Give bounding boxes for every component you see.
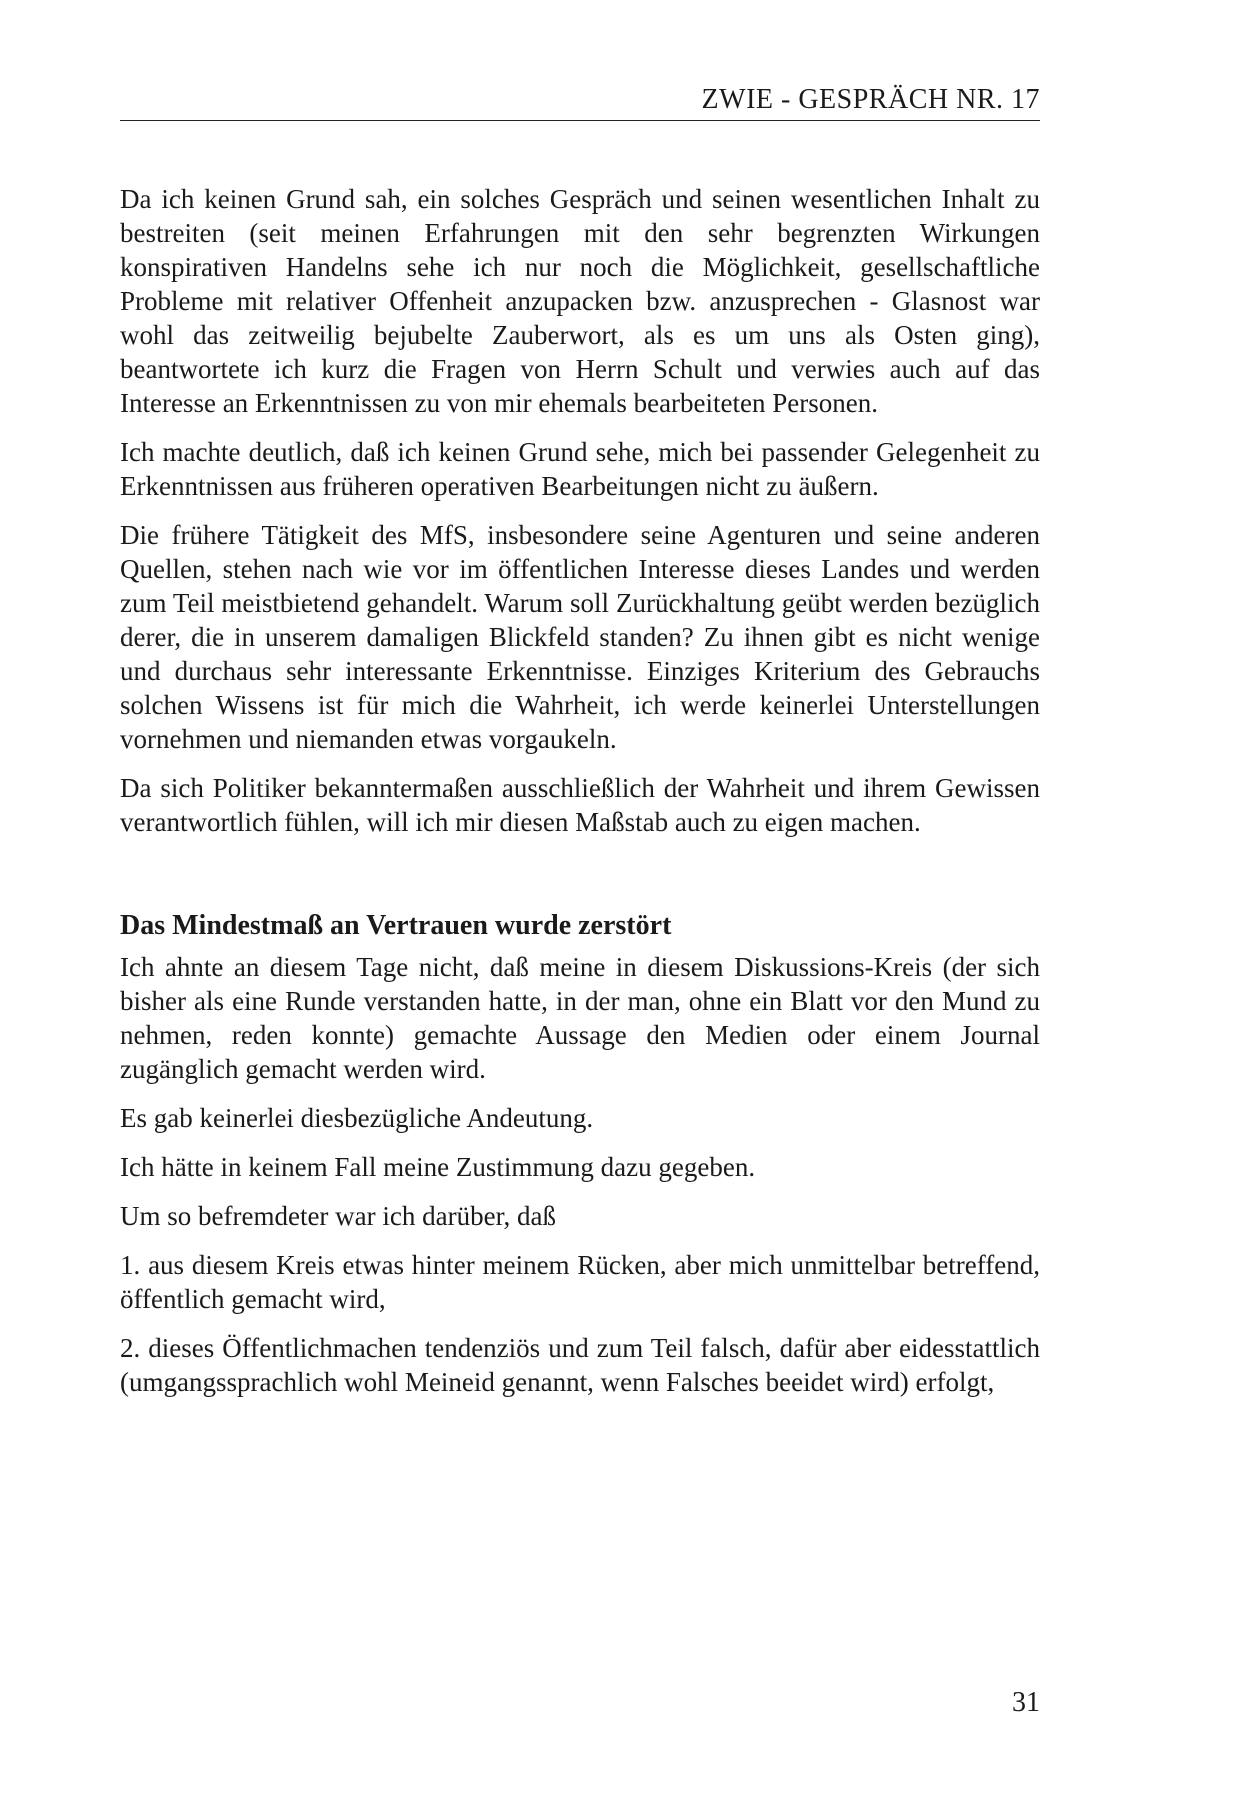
- section-heading: Das Mindestmaß an Vertrauen wurde zerstört: [120, 910, 672, 941]
- paragraph: Da ich keinen Grund sah, ein solches Gespräch und seinen wesentlichen Inhalt zu bestreiten (seit meinen Erfahrungen mit den sehr begrenzten Wirkungen konspirativen Handelns sehe ich nur noch die Möglichkeit, gesellschaftliche Probleme mit relativer Offenheit anzupacken bzw. anzusprechen - Glasnost war wohl das zeitweilig bejubelte Zauberwort, als es um uns als Osten ging), beantwortete ich kurz die Fragen von Herrn Schult und verwies auch auf das Interesse an Erkenntnissen zu von mir ehemals bearbeiteten Personen.: [120, 184, 1040, 418]
- paragraph: Ich ahnte an diesem Tage nicht, daß meine in diesem Diskussions-Kreis (der sich bisher als eine Runde verstanden hatte, in der man, ohne ein Blatt vor den Mund zu nehmen, reden konnte) gemachte Aussage den Medien oder einem Journal zugänglich gemacht werden wird.: [120, 952, 1040, 1084]
- paragraph: Ich machte deutlich, daß ich keinen Grund sehe, mich bei passender Gelegenheit zu Erkenntnissen aus früheren operativen Bearbeitungen nicht zu äußern.: [120, 437, 1040, 501]
- running-header: ZWIE - GESPRÄCH NR. 17: [701, 84, 1040, 115]
- list-item: 2. dieses Öffentlichmachen tendenziös und zum Teil falsch, dafür aber eidesstattlich (umgangssprachlich wohl Meineid genannt, wenn Falsches beeidet wird) erfolgt,: [120, 1333, 1040, 1397]
- paragraph: Es gab keinerlei diesbezügliche Andeutung.: [120, 1103, 594, 1133]
- list-item: 1. aus diesem Kreis etwas hinter meinem Rücken, aber mich unmittelbar betreffend, öffentlich gemacht wird,: [120, 1250, 1040, 1314]
- paragraph: Um so befremdeter war ich darüber, daß: [120, 1201, 556, 1231]
- paragraph: Da sich Politiker bekanntermaßen ausschließlich der Wahrheit und ihrem Gewissen verantwortlich fühlen, will ich mir diesen Maßstab auch zu eigen machen.: [120, 773, 1040, 837]
- page-number: 31: [1012, 1687, 1040, 1718]
- paragraph: Ich hätte in keinem Fall meine Zustimmung dazu gegeben.: [120, 1152, 756, 1182]
- header-rule: [120, 120, 1040, 121]
- paragraph: Die frühere Tätigkeit des MfS, insbesondere seine Agenturen und seine anderen Quellen, stehen nach wie vor im öffentlichen Interesse dieses Landes und werden zum Teil meistbietend gehandelt. Warum soll Zurückhaltung geübt werden bezüglich derer, die in unserem damaligen Blickfeld standen? Zu ihnen gibt es nicht wenige und durchaus sehr interessante Erkenntnisse. Einziges Kriterium des Gebrauchs solchen Wissens ist für mich die Wahrheit, ich werde keinerlei Unterstellungen vornehmen und niemanden etwas vorgaukeln.: [120, 520, 1040, 754]
- body-text: [120, 182, 1040, 1414]
